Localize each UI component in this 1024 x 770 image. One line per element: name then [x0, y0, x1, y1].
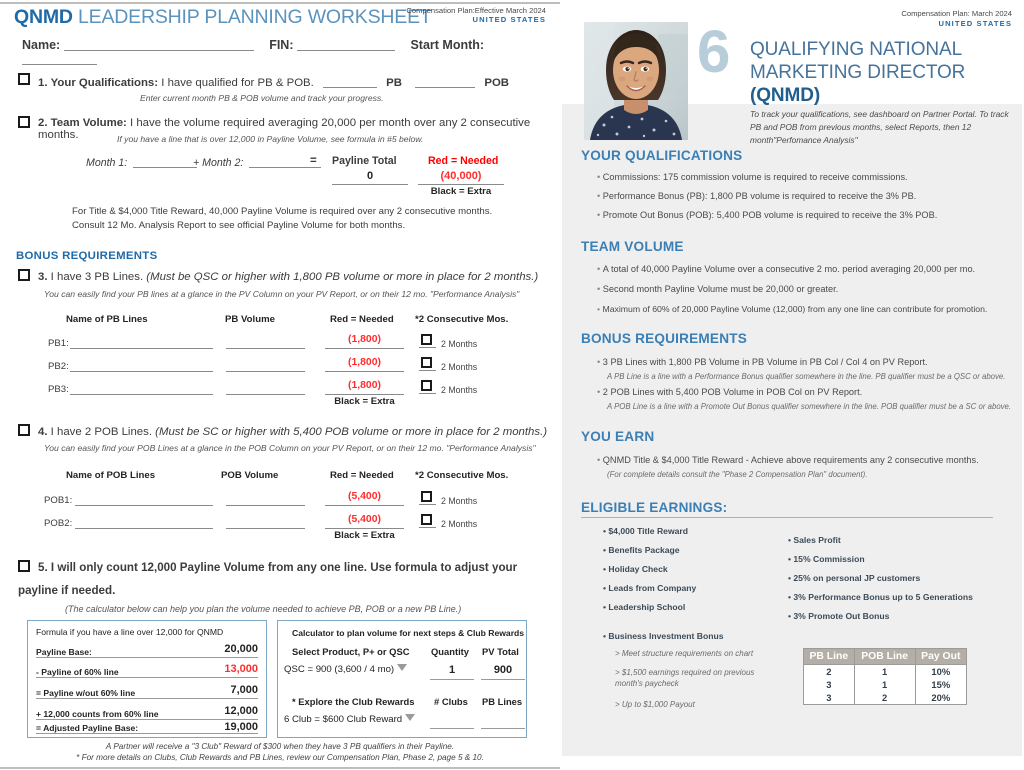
item-3-note: You can easily find your PB lines at a glance in the PV Column on your PV Report, or on their 12 mo. "Performance Analysis": [44, 289, 520, 299]
section-title-line2: MARKETING DIRECTOR: [750, 62, 966, 83]
footnote-1: A Partner will receive a "3 Club" Reward of $300 when they have 3 PB qualifiers in their Payline.: [105, 742, 455, 751]
start-month-label: Start Month:: [410, 38, 485, 52]
calc-col-pb-lines: PB Lines: [482, 696, 523, 707]
pb1-volume-input[interactable]: [226, 348, 305, 349]
business-investment-bonus: • Business Investment Bonus: [603, 631, 724, 641]
calc-pv-rule: [481, 679, 525, 680]
eligible-right-2: • 25% on personal JP customers: [788, 573, 921, 583]
right-comp-plan-line1: Compensation Plan: March 2024: [901, 9, 1012, 18]
payline-total-label: Payline Total: [332, 155, 397, 167]
pb2-label: PB2:: [48, 361, 69, 372]
pob1-2months-rule: [419, 504, 436, 505]
pb3-volume-input[interactable]: [226, 394, 305, 395]
pb1-needed: (1,800): [348, 334, 381, 345]
item-4-note: You can easily find your POB Lines at a glance in the POB Column on your PV Report, or on their 12 mo. "Performance Analysis": [44, 443, 536, 453]
month-2-group: [193, 155, 321, 169]
month-1-input[interactable]: [133, 155, 197, 168]
pb2-volume-input[interactable]: [226, 371, 305, 372]
team-volume-item-2-text: Maximum of 60% of 20,000 Payline Volume (12,000) from any one line can contribute for promotion.: [602, 304, 988, 314]
table-row: [804, 665, 967, 679]
eligible-left-0: • $4,000 Title Reward: [603, 526, 689, 536]
team-volume-item-2: • Maximum of 60% of 20,000 Payline Volume (12,000) from any one line can contribute for promotion.: [597, 304, 988, 314]
eligible-left-0-text: $4,000 Title Reward: [608, 526, 689, 536]
payout-r2-c1: 2: [854, 691, 915, 705]
eligible-earnings-heading: ELIGIBLE EARNINGS:: [581, 500, 993, 518]
formula-row-0-rule: [36, 657, 258, 658]
pob1-volume-input[interactable]: [226, 505, 305, 506]
team-volume-item-0: • A total of 40,000 Payline Volume over a consecutive 2 mo. period averaging 20,000 per mo.: [597, 264, 976, 274]
formula-row-1-rule: [36, 677, 258, 678]
formula-row-0-value[interactable]: 20,000: [224, 643, 258, 655]
calc-title: Calculator to plan volume for next steps & Club Rewards: [292, 628, 525, 638]
pob1-2months-label: 2 Months: [441, 496, 478, 506]
identity-fields: [22, 38, 542, 66]
pb2-2months-label: 2 Months: [441, 362, 478, 372]
payout-r0-c0: 2: [804, 665, 855, 679]
month-1-label: Month 1:: [86, 157, 128, 169]
eligible-left-4: • Leadership School: [603, 602, 686, 612]
item-1-number: 1.: [38, 77, 48, 89]
item-2-label: Team Volume:: [50, 117, 127, 129]
formula-row-4-rule: [36, 733, 258, 734]
eligible-left-3: • Leads from Company: [603, 583, 697, 593]
section-number: 6: [697, 18, 731, 85]
item-3-number: 3.: [38, 271, 48, 283]
item-4-col-3: Red = Needed: [330, 470, 394, 481]
formula-row-4-label: = Adjusted Payline Base:: [36, 723, 139, 733]
pob1-2months-checkbox[interactable]: [421, 491, 432, 502]
payout-r1-c2: 15%: [915, 678, 966, 691]
name-label: Name:: [22, 38, 61, 52]
payout-r2-c0: 3: [804, 691, 855, 705]
pob1-name-input[interactable]: [75, 505, 213, 506]
item-3-col-1: Name of PB Lines: [66, 314, 148, 325]
fin-input[interactable]: [297, 38, 395, 51]
table-row: [804, 691, 967, 705]
payout-r0-c2: 10%: [915, 665, 966, 679]
formula-row-2-label: = Payline w/out 60% line: [36, 688, 136, 698]
calc-col-pv-total: PV Total: [482, 646, 519, 657]
pb2-2months-checkbox[interactable]: [421, 357, 432, 368]
item-3-col-2: PB Volume: [225, 314, 275, 325]
pb1-2months-rule: [419, 347, 436, 348]
eligible-left-3-text: Leads from Company: [608, 583, 697, 593]
comp-plan-stamp: [406, 6, 546, 25]
qualifications-item-2: • Promote Out Bonus (POB): 5,400 POB volume is required to receive the 3% POB.: [597, 210, 938, 220]
eligible-right-0-text: Sales Profit: [793, 535, 841, 545]
calc-qty-value[interactable]: 1: [448, 664, 456, 676]
pb3-2months-label: 2 Months: [441, 385, 478, 395]
checkbox-item-3[interactable]: [18, 269, 30, 281]
formula-row-3-rule: [36, 719, 258, 720]
pob2-label: POB2:: [44, 518, 73, 529]
month-2-label: + Month 2:: [193, 157, 244, 169]
eligible-right-0: • Sales Profit: [788, 535, 841, 545]
item-1-label: Your Qualifications:: [50, 77, 159, 89]
section-title: [750, 38, 1024, 107]
eligible-right-4-text: 3% Promote Out Bonus: [793, 611, 890, 621]
black-extra-note-3: Black = Extra: [334, 396, 395, 407]
checkbox-item-1[interactable]: [18, 73, 30, 85]
pb3-needed-rule: [325, 394, 404, 395]
equals-sign: =: [310, 155, 317, 167]
pob1-needed: (5,400): [348, 491, 381, 502]
bib-note-1: > $1,500 earnings required on previous month's paycheck: [615, 668, 755, 688]
pb1-name-input[interactable]: [70, 348, 213, 349]
calc-qty-rule: [430, 679, 474, 680]
item-2-note: If you have a line that is over 12,000 in Payline Volume, see formula in #5 below.: [117, 134, 424, 144]
eligible-left-2: • Holiday Check: [603, 564, 668, 574]
fin-label: FIN:: [269, 38, 294, 52]
item-3-col-3: Red = Needed: [330, 314, 394, 325]
pob2-name-input[interactable]: [75, 528, 213, 529]
pob2-needed: (5,400): [348, 514, 381, 525]
calc-col-select: Select Product, P+ or QSC: [292, 646, 410, 657]
payline-total-value[interactable]: 0: [332, 170, 408, 185]
calc-pv-value[interactable]: 900: [493, 664, 513, 676]
item-1-pb-label: PB: [386, 77, 402, 89]
pb3-2months-rule: [419, 393, 436, 394]
formula-row-2-value[interactable]: 7,000: [230, 684, 258, 696]
you-earn-note: (For complete details consult the "Phase 2 Compensation Plan" document).: [607, 470, 868, 479]
eligible-right-3-text: 3% Performance Bonus up to 5 Generations: [793, 592, 973, 602]
item-3-paren: (Must be QSC or higher with 1,800 PB volume or more in place for 2 months.): [146, 271, 539, 283]
right-bonus-item-1-note: A PB Line is a line with a Performance Bonus qualifier somewhere in the line. PB qualifier must be a QSC or above.: [607, 372, 1006, 381]
checkbox-item-4[interactable]: [18, 424, 30, 436]
item-4-col-1: Name of POB Lines: [66, 470, 156, 481]
right-bonus-item-1: • 3 PB Lines with 1,800 PB Volume in PB Volume in PB Col / Col 4 on PV Report.: [597, 357, 928, 367]
comp-plan-line1: Compensation Plan:Effective March 2024: [406, 6, 546, 15]
club-pblines-rule: [481, 728, 525, 729]
pb1-label: PB1:: [48, 338, 69, 349]
portrait-photo: [584, 22, 688, 140]
qualifications-item-2-text: Promote Out Bonus (POB): 5,400 POB volume is required to receive the 3% POB.: [602, 210, 938, 220]
black-extra-note-4: Black = Extra: [334, 530, 395, 541]
calc-product-select[interactable]: [284, 664, 407, 675]
right-bonus-item-2-text: 2 POB Lines with 5,400 POB Volume in POB Col on PV Report.: [602, 387, 863, 397]
page-title: [14, 6, 432, 29]
eligible-right-1: • 15% Commission: [788, 554, 865, 564]
pb1-needed-rule: [325, 348, 404, 349]
club-rewards-title: * Explore the Club Rewards: [292, 696, 415, 707]
calc-col-clubs: # Clubs: [434, 696, 468, 707]
club-reward-select-value: 6 Club = $600 Club Reward: [284, 714, 403, 725]
qualifications-item-1: • Performance Bonus (PB): 1,800 PB volume is required to receive the 3% PB.: [597, 191, 917, 201]
item-2-number: 2.: [38, 117, 48, 129]
payout-r1-c1: 1: [854, 678, 915, 691]
pb3-needed: (1,800): [348, 380, 381, 391]
eligible-left-2-text: Holiday Check: [608, 564, 668, 574]
payout-th-pob-line: POB Line: [854, 649, 915, 665]
payout-table: [803, 648, 967, 705]
pb3-name-input[interactable]: [70, 394, 213, 395]
eligible-right-3: • 3% Performance Bonus up to 5 Generations: [788, 592, 973, 602]
right-comp-plan-stamp: [901, 9, 1012, 29]
item-2-footer-2: Consult 12 Mo. Analysis Report to see official Payline Volume for both months.: [72, 220, 406, 231]
pb2-needed: (1,800): [348, 357, 381, 368]
club-reward-select[interactable]: [284, 714, 415, 725]
item-3-text: I have 3 PB Lines.: [50, 271, 144, 283]
pob2-2months-rule: [419, 527, 436, 528]
item-4-col-2: POB Volume: [221, 470, 279, 481]
item-2-text: I have the volume required averaging 20,000 per month over any 2 consecutive months.: [38, 117, 531, 141]
item-5-number: 5.: [38, 561, 48, 574]
qualifications-item-0: • Commissions: 175 commission volume is required to receive commissions.: [597, 172, 908, 182]
start-month-input[interactable]: [22, 52, 97, 65]
formula-row-3-label: + 12,000 counts from 60% line: [36, 709, 159, 719]
eligible-left-4-text: Leadership School: [608, 602, 686, 612]
eligible-right-4: • 3% Promote Out Bonus: [788, 611, 890, 621]
item-4-text: I have 2 POB Lines.: [50, 426, 152, 438]
item-3-col-4: *2 Consecutive Mos.: [415, 314, 509, 325]
item-1-pob-input[interactable]: [415, 75, 475, 88]
section-title-line1: QUALIFYING NATIONAL: [750, 39, 963, 60]
item-3: [38, 271, 538, 283]
pb2-needed-rule: [325, 371, 404, 372]
team-volume-heading: TEAM VOLUME: [581, 239, 684, 254]
pob1-needed-rule: [325, 505, 404, 506]
pob1-label: POB1:: [44, 495, 73, 506]
qualifications-item-1-text: Performance Bonus (PB): 1,800 PB volume is required to receive the 3% PB.: [602, 191, 917, 201]
pb3-2months-checkbox[interactable]: [421, 380, 432, 391]
team-volume-item-1: • Second month Payline Volume must be 20,000 or greater.: [597, 284, 839, 294]
qualifications-item-0-text: Commissions: 175 commission volume is required to receive commissions.: [602, 172, 908, 182]
formula-row-3-value[interactable]: 12,000: [224, 705, 258, 717]
team-volume-item-0-text: A total of 40,000 Payline Volume over a consecutive 2 mo. period averaging 20,000 per mo.: [602, 264, 976, 274]
right-bonus-item-2-note: A POB Line is a line with a Promote Out Bonus qualifier somewhere in the line. POB qualifier must be a SC or above.: [607, 402, 1012, 411]
qualifications-heading: YOUR QUALIFICATIONS: [581, 148, 743, 163]
eligible-right-1-text: 15% Commission: [793, 554, 865, 564]
calculators: [27, 620, 527, 738]
pob2-volume-input[interactable]: [226, 528, 305, 529]
bib-note-0: > Meet structure requirements on chart: [615, 649, 754, 658]
item-4-number: 4.: [38, 426, 48, 438]
item-1-text: I have qualified for PB & POB.: [161, 77, 314, 89]
table-row: [804, 678, 967, 691]
payout-th-pb-line: PB Line: [804, 649, 855, 665]
bib-note-2: > Up to $1,000 Payout: [615, 700, 695, 709]
pb1-2months-checkbox[interactable]: [421, 334, 432, 345]
pb3-label: PB3:: [48, 384, 69, 395]
item-1-pob-label: POB: [484, 77, 510, 89]
formula-row-1-value[interactable]: 13,000: [224, 663, 258, 675]
item-4-paren: (Must be SC or higher with 5,400 POB volume or more in place for 2 months.): [155, 426, 548, 438]
pb2-2months-rule: [419, 370, 436, 371]
item-4: [38, 426, 547, 438]
title-rest: LEADERSHIP PLANNING WORKSHEET: [78, 6, 432, 28]
formula-row-4-value[interactable]: 19,000: [224, 721, 258, 733]
item-5-text-1: I will only count 12,000 Payline Volume from any one line. Use formula to adjust your: [50, 561, 518, 574]
section-title-abbrev: (QNMD): [750, 85, 821, 106]
payout-r2-c2: 20%: [915, 691, 966, 705]
payout-table-header-row: [804, 649, 967, 665]
you-earn-item-text: QNMD Title & $4,000 Title Reward - Achieve above requirements any 2 consecutive months.: [602, 455, 979, 465]
chevron-down-icon[interactable]: [397, 664, 407, 671]
calc-col-quantity: Quantity: [431, 646, 470, 657]
month-1-group: [86, 155, 197, 169]
checkbox-item-2[interactable]: [18, 116, 30, 128]
pb1-2months-label: 2 Months: [441, 339, 478, 349]
pb2-name-input[interactable]: [70, 371, 213, 372]
payout-r1-c0: 3: [804, 678, 855, 691]
chevron-down-icon-2[interactable]: [405, 714, 415, 721]
formula-box-title: Formula if you have a line over 12,000 for QNMD: [36, 627, 224, 637]
black-extra-note-2: Black = Extra: [430, 186, 492, 197]
calc-product-select-value: QSC = 900 (3,600 / 4 mo): [284, 664, 395, 675]
item-5-line-1: [38, 561, 517, 574]
title-brand: QNMD: [14, 6, 73, 28]
eligible-right-2-text: 25% on personal JP customers: [793, 573, 921, 583]
right-bonus-heading: BONUS REQUIREMENTS: [581, 331, 747, 346]
footnote-2: * For more details on Clubs, Club Rewards and PB Lines, review our Compensation Plan, Phase 2, page 5 & 10.: [76, 753, 484, 762]
team-volume-item-1-text: Second month Payline Volume must be 20,000 or greater.: [602, 284, 839, 294]
volume-calculator-box: [277, 620, 527, 738]
pob2-2months-label: 2 Months: [441, 519, 478, 529]
payout-th-pay-out: Pay Out: [915, 649, 966, 665]
item-5-line-2: payline if needed.: [18, 584, 116, 597]
item-1: [38, 75, 509, 89]
item-4-col-4: *2 Consecutive Mos.: [415, 470, 509, 481]
formula-box: [27, 620, 267, 738]
you-earn-heading: YOU EARN: [581, 429, 655, 444]
payline-needed-value: (40,000): [418, 170, 504, 185]
item-2-footer-1: For Title & $4,000 Title Reward, 40,000 Payline Volume is required over any 2 consecutive months.: [72, 206, 493, 217]
eligible-left-1-text: Benefits Package: [608, 545, 680, 555]
formula-row-1-label: - Payline of 60% line: [36, 667, 119, 677]
checkbox-item-5[interactable]: [18, 560, 30, 572]
formula-row-0-label: Payline Base:: [36, 647, 92, 657]
item-1-note: Enter current month PB & POB volume and track your progress.: [140, 93, 384, 103]
comp-plan-country: UNITED STATES: [472, 15, 546, 25]
section-title-line2-wrap: [750, 61, 1024, 107]
tracking-lead-text: To track your qualifications, see dashboard on Partner Portal. To track PB and POB from previous months, select Reports, then 12 month"Perfomance Analysis": [750, 109, 1009, 146]
right-comp-plan-country: UNITED STATES: [938, 18, 1012, 28]
item-5-note: (The calculator below can help you plan the volume needed to achieve PB, POB or a new PB Line.): [65, 604, 462, 614]
formula-row-2-rule: [36, 698, 258, 699]
item-1-pb-input[interactable]: [323, 75, 377, 88]
club-count-rule: [430, 728, 474, 729]
red-needed-label: Red = Needed: [428, 155, 499, 167]
you-earn-item: • QNMD Title & $4,000 Title Reward - Achieve above requirements any 2 consecutive months.: [597, 455, 979, 465]
pob2-2months-checkbox[interactable]: [421, 514, 432, 525]
name-input[interactable]: [64, 38, 254, 51]
pob2-needed-rule: [325, 528, 404, 529]
right-bonus-item-1-text: 3 PB Lines with 1,800 PB Volume in PB Volume in PB Col / Col 4 on PV Report.: [602, 357, 928, 367]
right-bonus-item-2: • 2 POB Lines with 5,400 POB Volume in POB Col on PV Report.: [597, 387, 863, 397]
payout-r0-c1: 1: [854, 665, 915, 679]
bonus-requirements-heading: BONUS REQUIREMENTS: [16, 250, 158, 262]
business-investment-bonus-text: Business Investment Bonus: [608, 631, 724, 641]
eligible-left-1: • Benefits Package: [603, 545, 680, 555]
